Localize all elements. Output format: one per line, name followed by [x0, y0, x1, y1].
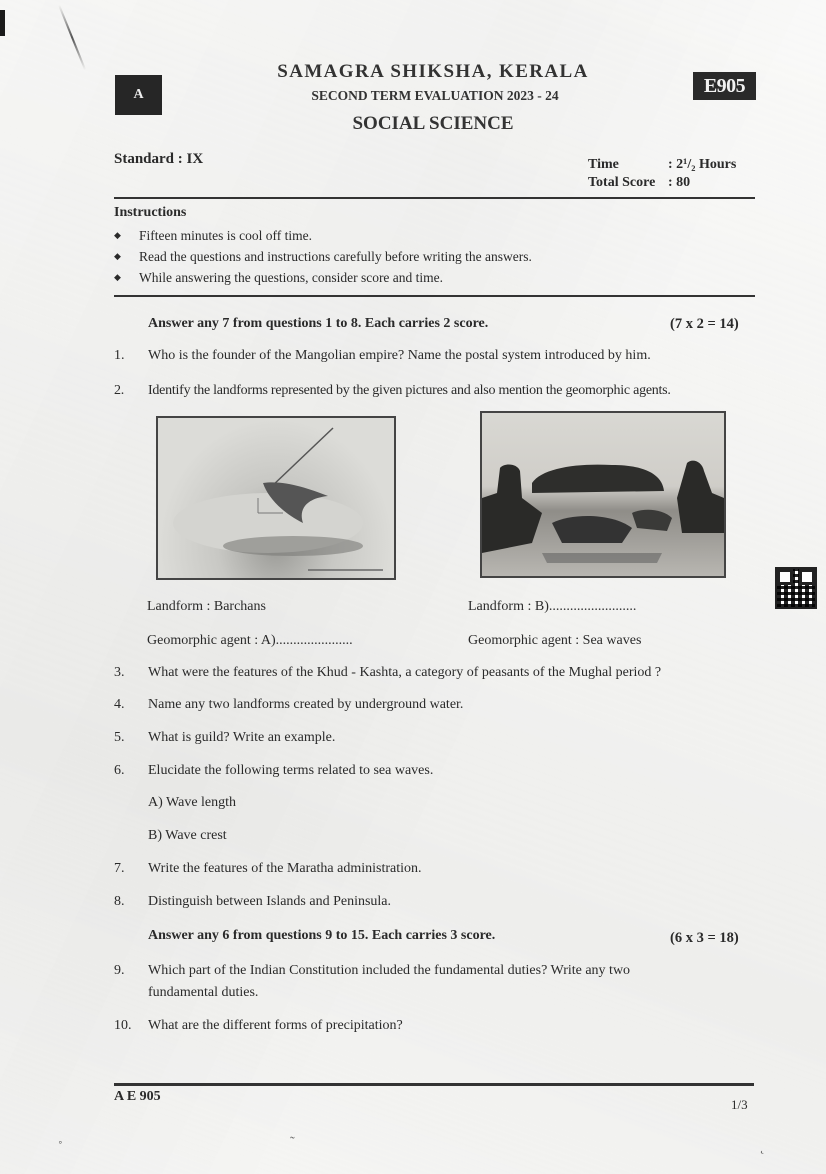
section-score: (7 x 2 = 14)	[670, 316, 739, 332]
question: 9. Which part of the Indian Constitution included the fundamental duties? Write any two	[114, 963, 631, 978]
section-score: (6 x 3 = 18)	[670, 930, 739, 946]
footer-code: A E 905	[114, 1089, 161, 1104]
question: 8. Distinguish between Islands and Peninsula.	[114, 894, 392, 909]
question-part: B) Wave crest	[148, 828, 227, 843]
sea-stacks-photo-icon	[482, 413, 724, 576]
bullet-icon: ◆	[114, 272, 121, 282]
instruction-item: ◆ Read the questions and instructions carefully before writing the answers.	[114, 246, 532, 267]
question: 3. What were the features of the Khud - Kashta, a category of peasants of the Mughal period ?	[114, 665, 662, 680]
qr-code-icon	[775, 567, 817, 609]
time-value: : 2¹/₂ Hours	[668, 157, 737, 172]
scan-smudge: ˜	[290, 1135, 295, 1150]
question: 2. Identify the landforms represented by the given pictures and also mention the geomorphic agents.	[114, 383, 671, 398]
question-part: A) Wave length	[148, 795, 237, 810]
left-landform-label: Landform : Barchans	[147, 599, 266, 614]
right-landform-label: Landform : B).........................	[468, 599, 637, 614]
barchan-illustration-icon	[158, 418, 394, 578]
section-instruction: Answer any 6 from questions 9 to 15. Each carries 3 score.	[148, 928, 496, 943]
paper-code-badge: E905	[693, 72, 756, 100]
sea-stacks-image	[480, 411, 726, 578]
instructions-list	[114, 225, 532, 288]
question: 10. What are the different forms of precipitation?	[114, 1018, 403, 1033]
footer-divider	[114, 1083, 754, 1086]
subject-title: SOCIAL SCIENCE	[352, 113, 514, 134]
question: 5. What is guild? Write an example.	[114, 730, 336, 745]
right-agent-label: Geomorphic agent : Sea waves	[468, 633, 642, 648]
question: 4. Name any two landforms created by underground water.	[114, 697, 464, 712]
question-continuation: fundamental duties.	[148, 985, 259, 1000]
score-value: : 80	[668, 175, 691, 190]
left-agent-label: Geomorphic agent : A)......................	[147, 633, 353, 648]
instruction-item: ◆ While answering the questions, consider score and time.	[114, 267, 532, 288]
exam-meta	[588, 156, 736, 192]
scan-smudge: ˚	[58, 1140, 63, 1155]
bullet-icon: ◆	[114, 230, 121, 240]
score-label: Total Score	[588, 175, 656, 190]
bullet-icon: ◆	[114, 251, 121, 261]
barchan-dune-image	[156, 416, 396, 580]
organization-title: SAMAGRA SHIKSHA, KERALA	[277, 61, 589, 82]
divider	[114, 197, 755, 199]
question: 7. Write the features of the Maratha administration.	[114, 861, 422, 876]
question: 1. Who is the founder of the Mangolian empire? Name the postal system introduced by him.	[114, 348, 651, 363]
scan-smudge: ˛	[760, 1140, 765, 1155]
section-instruction: Answer any 7 from questions 1 to 8. Each carries 2 score.	[148, 316, 489, 331]
set-badge: A	[115, 75, 162, 115]
exam-title: SECOND TERM EVALUATION 2023 - 24	[311, 88, 559, 103]
question: 6. Elucidate the following terms related to sea waves.	[114, 763, 434, 778]
scan-edge-mark	[0, 10, 5, 36]
standard-label: Standard : IX	[114, 151, 204, 167]
divider	[114, 295, 755, 297]
instructions-title: Instructions	[114, 205, 187, 220]
time-label: Time	[588, 157, 619, 172]
instruction-item: ◆ Fifteen minutes is cool off time.	[114, 225, 532, 246]
page-number: 1/3	[731, 1097, 748, 1112]
